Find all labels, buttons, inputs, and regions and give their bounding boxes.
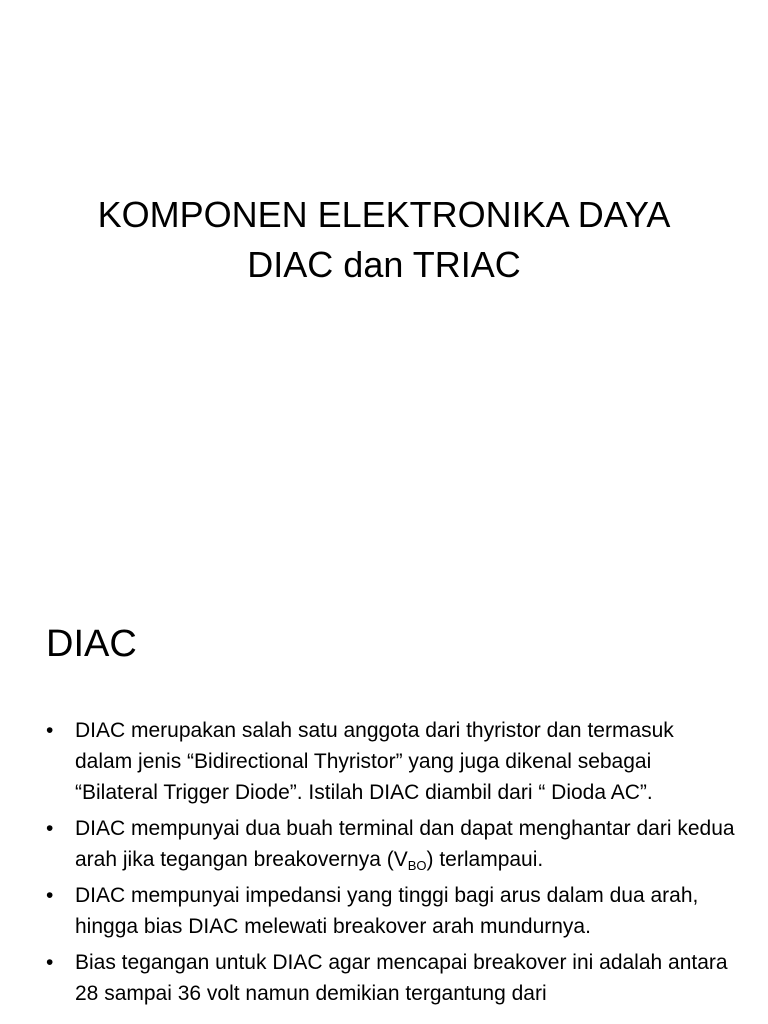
- bullet-text: Bias tegangan untuk DIAC agar mencapai breakover ini adalah antara 28 sampai 36 volt namun demikian tergantung dari: [75, 951, 728, 1005]
- title-line-1: KOMPONEN ELEKTRONIKA DAYA: [97, 194, 671, 235]
- bullet-text: [75, 817, 735, 871]
- bullet-item-4: [46, 947, 736, 1009]
- title-line-2: DIAC dan TRIAC: [247, 244, 521, 285]
- bullet-item-1: [46, 715, 736, 808]
- bullet-item-2: [46, 813, 736, 875]
- bullet-list: [46, 715, 736, 1014]
- bullet-icon: •: [46, 951, 54, 974]
- bullet-text-before: DIAC mempunyai dua buah terminal dan dapat menghantar dari kedua arah jika tegangan breakovernya (V: [75, 817, 735, 871]
- vbo-subscript: BO: [407, 858, 427, 873]
- bullet-item-3: [46, 880, 736, 942]
- bullet-icon: •: [46, 719, 54, 742]
- bullet-icon: •: [46, 884, 54, 907]
- diac-slide: [0, 576, 768, 1024]
- bullet-text: DIAC mempunyai impedansi yang tinggi bagi arus dalam dua arah, hingga bias DIAC melewati breakover arah mundurnya.: [75, 884, 699, 938]
- bullet-icon: •: [46, 817, 54, 840]
- bullet-text-after: ) terlampaui.: [426, 848, 544, 871]
- bullet-text: DIAC merupakan salah satu anggota dari thyristor dan termasuk dalam jenis “Bidirectional Thyristor” yang juga dikenal sebagai “Bilateral Trigger Diode”. Istilah DIAC diambil dari “ Dioda AC”.: [75, 719, 674, 804]
- main-title: [0, 190, 768, 290]
- section-heading: DIAC: [46, 623, 137, 665]
